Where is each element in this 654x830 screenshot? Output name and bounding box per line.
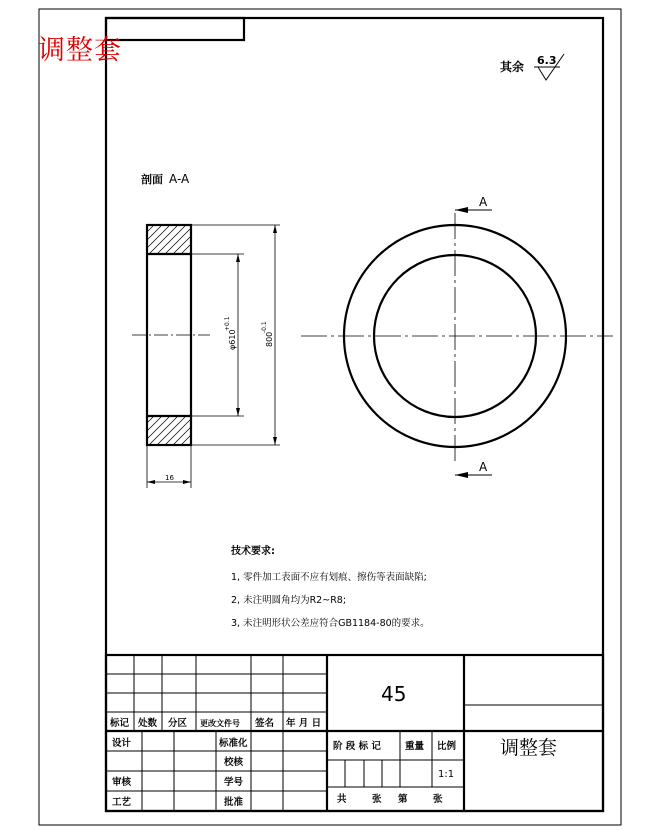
tech-item-3: 3, 未注明形状公差应符合GB1184-80的要求。 [231,618,430,629]
material-value: 45 [381,682,407,706]
tech-requirements [230,544,430,629]
label-date: 年 月 日 [286,718,322,729]
inner-tolerance-dim: +0.1 [224,316,231,331]
section-label-prefix: 剖面 [141,173,163,186]
section-marker-top: A [479,195,488,209]
label-design: 设计 [112,738,132,749]
reverse-title-box [106,18,244,40]
hatch-bottom [117,416,218,445]
tech-heading: 技术要求: [231,546,275,557]
tech-item-1: 1, 零件加工表面不应有划痕、擦伤等表面缺陷; [231,572,427,583]
label-sheets: 张 [372,794,382,805]
section-marker-bottom: A [479,460,488,474]
outer-tolerance-dim: -0.1 [261,321,268,333]
label-stage-mark: 阶 段 标 记 [333,741,381,752]
overlay-title: 调整套 [38,35,122,66]
tech-item-2: 2, 未注明圆角均为R2~R8; [231,595,347,606]
section-label-letters: A-A [169,172,190,186]
roughness-label: 其余 [500,60,525,74]
label-standardize: 标准化 [219,738,248,749]
label-approve: 批准 [224,797,244,808]
label-change-doc: 更改文件号 [200,719,240,728]
label-sheet-2: 张 [433,794,443,805]
inner-frame [106,18,603,811]
label-mark: 标记 [110,718,130,729]
label-check: 校核 [224,757,244,768]
front-view [301,195,613,478]
part-name: 调整套 [500,737,558,759]
thickness-dim: 16 [165,474,174,482]
title-block [106,655,603,811]
label-weight: 重量 [405,741,425,752]
label-process: 工艺 [112,797,132,808]
scale-value: 1:1 [438,769,455,780]
inner-diameter-dim: φ610 [228,329,237,350]
label-total: 共 [337,794,347,805]
label-count: 处数 [138,718,158,729]
section-view [117,225,280,488]
label-craft: 学号 [224,777,244,788]
hatch-top [117,225,218,254]
outer-frame [39,9,621,825]
label-page: 第 [398,794,408,805]
label-zone: 分区 [168,718,188,729]
label-ratio: 比例 [437,741,457,752]
outer-diameter-dim: 800 [265,331,274,347]
roughness-value: 6.3 [537,54,557,67]
label-signature: 签名 [255,718,275,729]
label-review: 审核 [112,777,132,788]
